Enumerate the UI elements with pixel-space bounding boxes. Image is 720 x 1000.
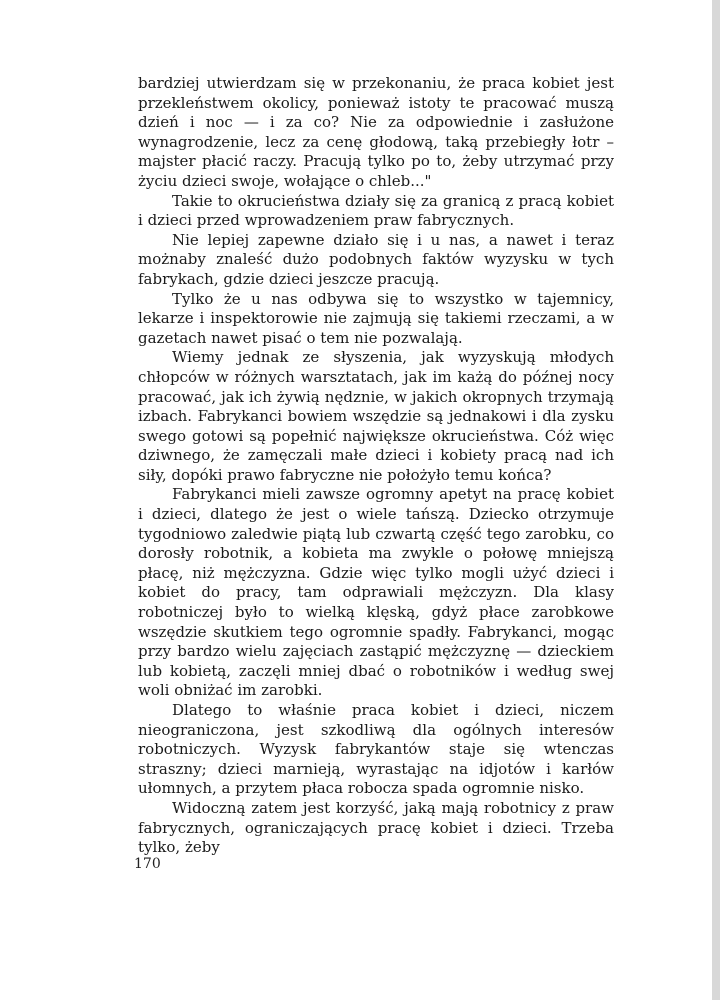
paragraph: bardziej utwierdzam się w przekonaniu, że praca kobiet jest przekleństwem okolicy, ponieważ istoty te pracować muszą dzień i noc — i za co? Nie za odpowiednie i zasłużone wynagrodzenie, lecz za cenę głodową, taką przebiegły łotr – majster płacić raczy. Pracują tylko po to, żeby utrzymać przy życiu dzieci swoje, wołające o chleb..." (138, 74, 614, 190)
paragraph: Dlatego to właśnie praca kobiet i dzieci, niczem nieograniczona, jest szkodliwą dla ogólnych interesów robotniczych. Wyzysk fabrykantów staje się wtenczas straszny; dzieci marnieją, wyrastając na idjotów i karłów ułomnych, a przytem płaca robocza spada ogromnie nisko. (138, 701, 614, 798)
body-text (138, 74, 614, 858)
page-edge (712, 0, 720, 1000)
paragraph: Takie to okrucieństwa działy się za granicą z pracą kobiet i dzieci przed wprowadzeniem praw fabrycznych. (138, 191, 614, 230)
page-number: 170 (134, 856, 161, 872)
paragraph: Widoczną zatem jest korzyść, jaką mają robotnicy z praw fabrycznych, ograniczających pracę kobiet i dzieci. Trzeba tylko, żeby (138, 798, 614, 857)
paragraph: Fabrykanci mieli zawsze ogromny apetyt na pracę kobiet i dzieci, dlatego że jest o wiele tańszą. Dziecko otrzymuje tygodniowo zaledwie piątą lub czwartą część tego zarobku, co dorosły robotnik, a kobieta ma zwykle o połowę mniejszą płacę, niż mężczyzna. Gdzie więc tylko mogli użyć dzieci i kobiet do pracy, tam odprawiali mężczyzn. Dla klasy robotniczej było to wielką klęską, gdyż płace zarobkowe wszędzie skutkiem tego ogromnie spadły. Fabrykanci, mogąc przy bardzo wielu zajęciach zastąpić mężczyznę — dzieckiem lub kobietą, zaczęli mniej dbać o robotników i według swej woli obniżać im zarobki. (138, 485, 614, 700)
paragraph: Nie lepiej zapewne działo się i u nas, a nawet i teraz możnaby znaleść dużo podobnych faktów wyzysku w tych fabrykach, gdzie dzieci jeszcze pracują. (138, 230, 614, 288)
paragraph: Tylko że u nas odbywa się to wszystko w tajemnicy, lekarze i inspektorowie nie zajmują się takiemi rzeczami, a w gazetach nawet pisać o tem nie pozwalają. (138, 289, 614, 347)
paragraph: Wiemy jednak ze słyszenia, jak wyzyskują młodych chłopców w różnych warsztatach, jak im każą do późnej nocy pracować, jak ich żywią nędznie, w jakich okropnych trzymają izbach. Fabrykanci bowiem wszędzie są jednakowi i dla zysku swego gotowi są popełnić największe okrucieństwa. Cóż więc dziwnego, że zamęczali małe dzieci i kobiety pracą nad ich siły, dopóki prawo fabryczne nie położyło temu końca? (138, 348, 614, 484)
